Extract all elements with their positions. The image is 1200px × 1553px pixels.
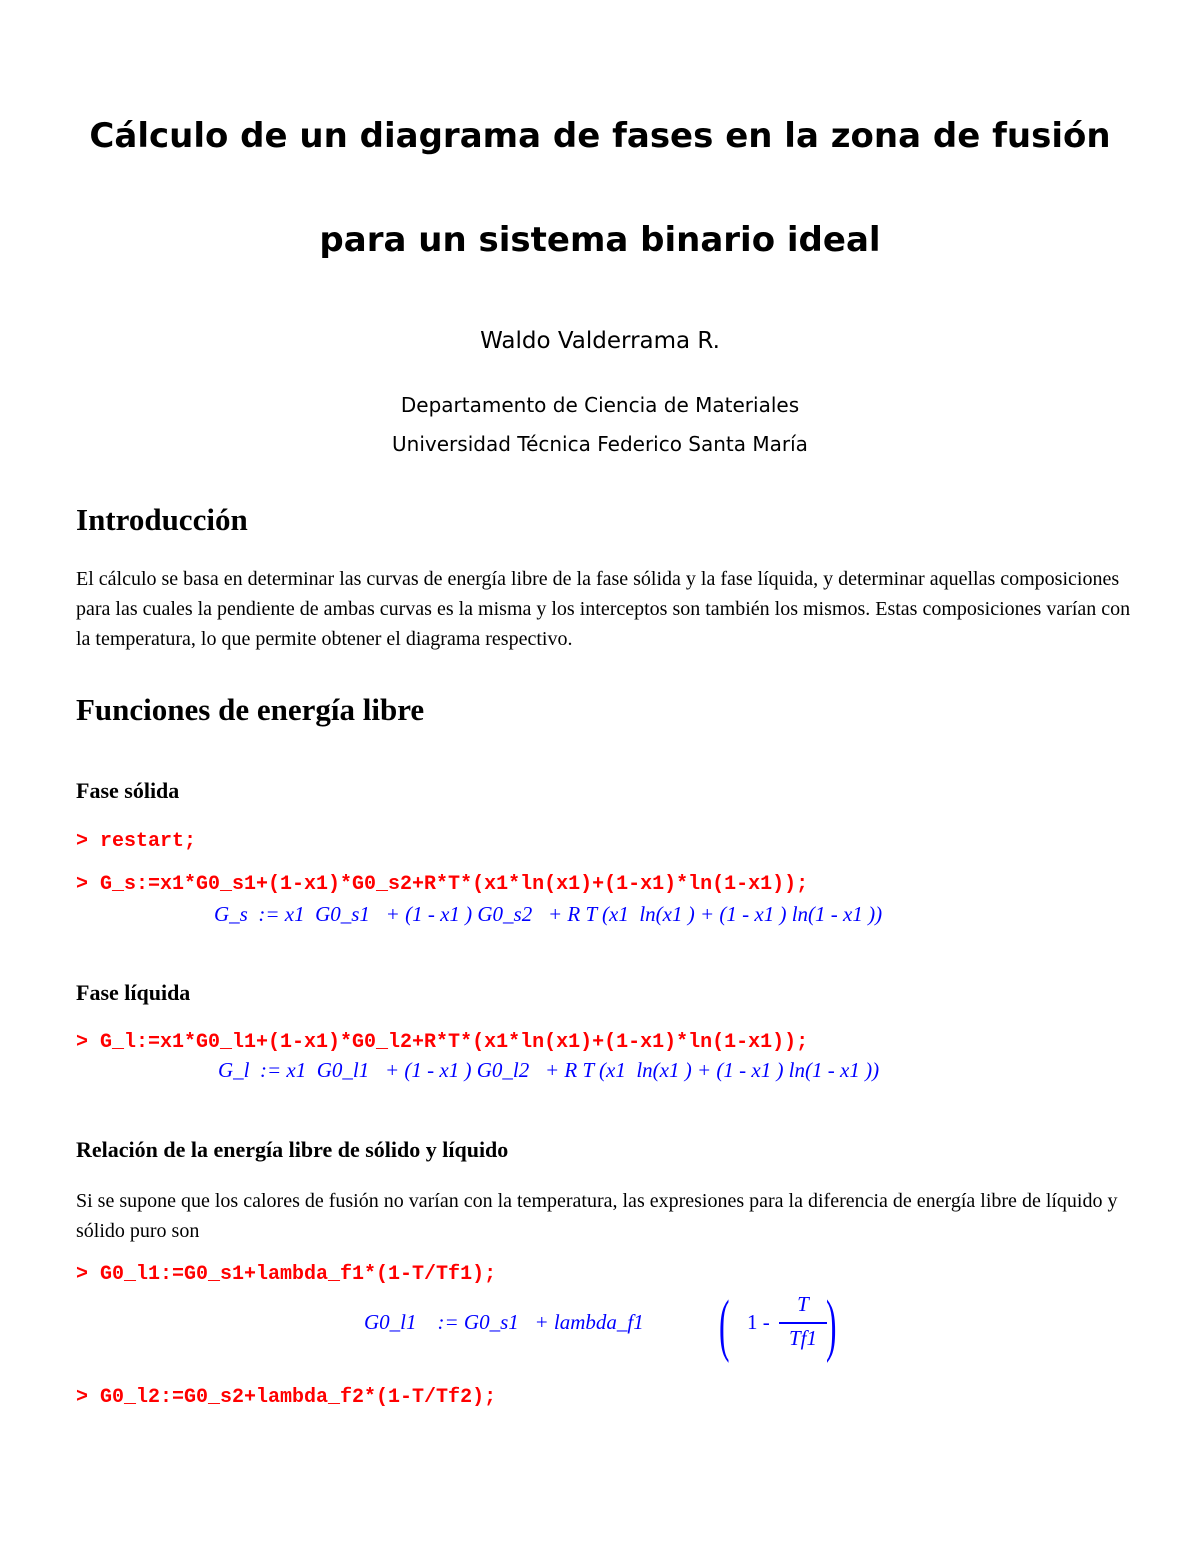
maple-input-gs[interactable]: > G_s:=x1*G0_s1+(1-x1)*G0_s2+R*T*(x1*ln(x1)+(1-x1)*ln(1-x1));	[76, 873, 809, 896]
university-name: Universidad Técnica Federico Santa María	[392, 432, 808, 456]
fraction-numerator: T	[797, 1292, 809, 1316]
maple-input-restart[interactable]: > restart;	[76, 830, 197, 853]
open-paren: (	[719, 1287, 730, 1364]
document-subtitle: para un sistema binario ideal	[319, 220, 881, 260]
relation-heading: Relación de la energía libre de sólido y líquido	[76, 1137, 509, 1162]
relation-paragraph: Si se supone que los calores de fusión no varían con la temperatura, las expresiones para la diferencia de energía libre de líquido y sólido puro son	[76, 1190, 1118, 1242]
functions-heading: Funciones de energía libre	[76, 692, 425, 727]
solid-phase-heading: Fase sólida	[76, 778, 180, 803]
maple-output-gs: G_s := x1 G0_s1 + (1 - x1 ) G0_s2 + R T (x1 ln(x1 ) + (1 - x1 ) ln(1 - x1 ))	[214, 902, 883, 926]
maple-input-gl[interactable]: > G_l:=x1*G0_l1+(1-x1)*G0_l2+R*T*(x1*ln(x1)+(1-x1)*ln(1-x1));	[76, 1031, 809, 1054]
author-name: Waldo Valderrama R.	[480, 328, 720, 354]
intro-paragraph: El cálculo se basa en determinar las curvas de energía libre de la fase sólida y la fase líquida, y determinar aquellas composiciones para las cuales la pendiente de ambas curvas es la misma y los interceptos son también los mismos. Estas composiciones varían con la temperatura, lo que permite obtener el diagrama respectivo.	[76, 568, 1131, 650]
output-g0l1-lhs: G0_l1 := G0_s1 + lambda_f1	[364, 1310, 644, 1334]
document-title: Cálculo de un diagrama de fases en la zona de fusión	[89, 116, 1111, 156]
output-g0l1-one-minus: 1 -	[747, 1310, 770, 1334]
maple-input-g0l1[interactable]: > G0_l1:=G0_s1+lambda_f1*(1-T/Tf1);	[76, 1263, 497, 1286]
maple-output-gl: G_l := x1 G0_l1 + (1 - x1 ) G0_l2 + R T (x1 ln(x1 ) + (1 - x1 ) ln(1 - x1 ))	[218, 1058, 880, 1082]
department-name: Departamento de Ciencia de Materiales	[400, 393, 800, 417]
fraction-denominator: Tf1	[788, 1326, 817, 1350]
maple-input-g0l2[interactable]: > G0_l2:=G0_s2+lambda_f2*(1-T/Tf2);	[76, 1386, 497, 1409]
fraction	[779, 1292, 827, 1351]
maple-output-g0l1	[364, 1287, 844, 1366]
liquid-phase-heading: Fase líquida	[76, 980, 191, 1005]
intro-heading: Introducción	[76, 502, 248, 537]
fraction-bar	[779, 1322, 827, 1324]
close-paren: )	[826, 1287, 837, 1364]
